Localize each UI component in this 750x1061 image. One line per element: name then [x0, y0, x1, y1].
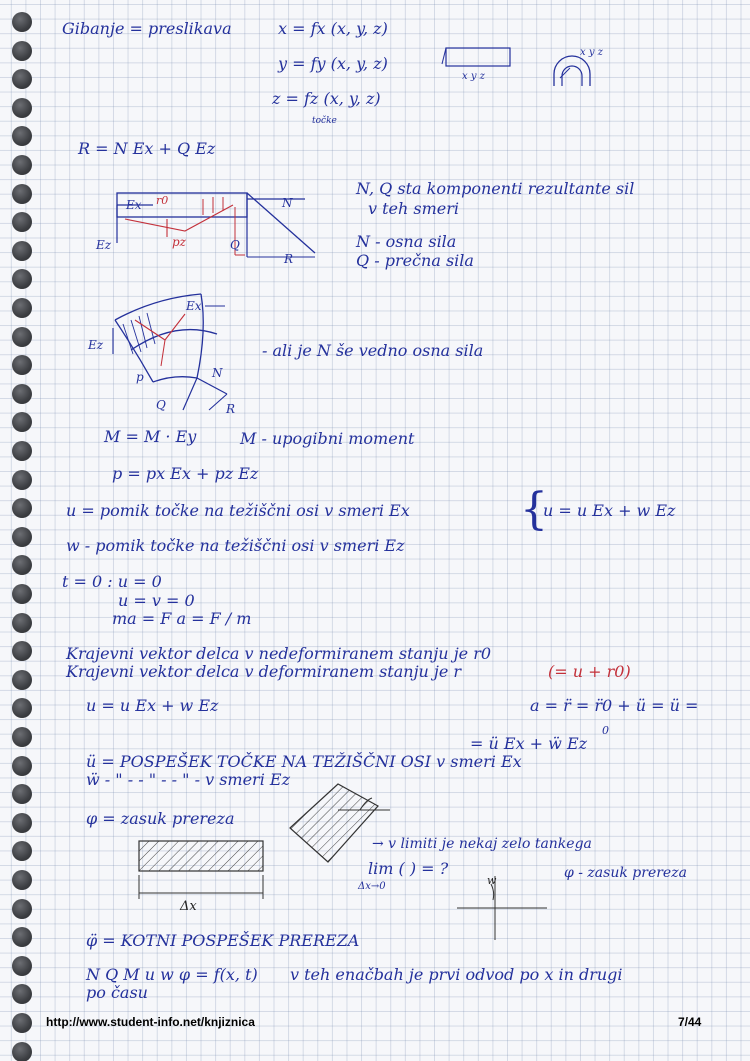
binding-hole [12, 498, 32, 518]
label-w-axis: w [487, 874, 497, 887]
binding-hole [12, 841, 32, 861]
def-Q: Q - prečna sila [356, 251, 474, 270]
cond-t0-b: u = v = 0 [118, 591, 195, 610]
binding-hole [12, 555, 32, 575]
binding-hole [12, 784, 32, 804]
def-phi-double-dot: φ̈ = KOTNI POSPEŠEK PREREZA [86, 931, 360, 950]
binding-hole [12, 698, 32, 718]
eq-u-vector: u = u Ex + w Ez [543, 501, 676, 520]
curved-beam-diagram [105, 290, 265, 415]
def-u: u = pomik točke na težiščni osi v smeri Ex [66, 501, 410, 520]
binding-hole [12, 670, 32, 690]
binding-hole [12, 641, 32, 661]
note-derivatives: v teh enačbah je prvi odvod po x in drugi [290, 965, 623, 984]
label-R-curved: R [226, 402, 236, 416]
binding-hole [12, 727, 32, 747]
binding-hole [12, 470, 32, 490]
binding-hole [12, 41, 32, 61]
def-w-double-dot: ẅ - " - - " - - " - v smeri Ez [86, 770, 291, 789]
eq-limit: lim ( ) = ? [368, 859, 449, 878]
eq-acceleration-zero: 0 [602, 724, 609, 737]
small-xyz-label-2: x y z [580, 47, 603, 58]
eq-fz-sub: točke [312, 116, 337, 126]
binding-hole [12, 155, 32, 175]
binding-hole [12, 412, 32, 432]
label-Ex: Ex [126, 198, 142, 212]
binding-hole [12, 12, 32, 32]
heading-gibanje: Gibanje = preslikava [62, 19, 232, 38]
note-time: po času [86, 983, 148, 1002]
binding-hole [12, 384, 32, 404]
note-krajevni-red: (= u + r0) [548, 662, 631, 681]
binding-hole [12, 584, 32, 604]
brace: { [520, 484, 548, 535]
def-u-double-dot: ü = POSPEŠEK TOČKE NA TEŽIŠČNI OSI v smeri Ex [86, 752, 522, 771]
small-xyz-label: x y z [462, 71, 485, 82]
eq-fy: y = fy (x, y, z) [278, 54, 388, 73]
note-N-still-axial: - ali je N še vedno osna sila [262, 341, 484, 360]
binding-hole [12, 355, 32, 375]
label-p-curved: p [136, 370, 144, 384]
label-N: N [282, 196, 293, 210]
binding-hole [12, 69, 32, 89]
spiral-binding-holes [12, 0, 36, 1061]
binding-hole [12, 756, 32, 776]
binding-hole [12, 870, 32, 890]
label-Ez: Ez [96, 238, 112, 252]
binding-hole [12, 1042, 32, 1061]
eq-fx: x = fx (x, y, z) [278, 19, 388, 38]
note-functions: N Q M u w φ = f(x, t) [86, 965, 258, 984]
label-Ez-curved: Ez [88, 338, 104, 352]
eq-fz: z = fz (x, y, z) [272, 89, 381, 108]
binding-hole [12, 613, 32, 633]
label-Q-curved: Q [156, 398, 166, 412]
binding-hole [12, 441, 32, 461]
rotated-hatched-block [280, 780, 400, 870]
eq-M: M = M · Ey [104, 427, 197, 446]
cond-t0-c: ma = F a = F / m [112, 609, 252, 628]
binding-hole [12, 984, 32, 1004]
binding-hole [12, 899, 32, 919]
note-NQ-2: v teh smeri [368, 199, 460, 218]
cond-t0: t = 0 : u = 0 [62, 572, 162, 591]
footer-url[interactable]: http://www.student-info.net/knjiznica [46, 1015, 255, 1029]
label-Q: Q [230, 238, 240, 252]
binding-hole [12, 98, 32, 118]
label-Ex-curved: Ex [186, 299, 202, 313]
binding-hole [12, 126, 32, 146]
note-limit: → v limiti je nekaj zelo tankega [372, 836, 592, 852]
binding-hole [12, 327, 32, 347]
label-pz: pz [172, 235, 187, 249]
binding-hole [12, 956, 32, 976]
def-phi: φ = zasuk prereza [86, 809, 235, 828]
eq-R: R = N Ex + Q Ez [78, 139, 216, 158]
axes-sketch [455, 870, 555, 942]
note-krajevni-2: Krajevni vektor delca v deformiranem stanju je r [66, 662, 462, 681]
hatched-section [125, 835, 275, 915]
binding-hole [12, 527, 32, 547]
footer-page-number: 7/44 [678, 1015, 702, 1029]
binding-hole [12, 241, 32, 261]
binding-hole [12, 1013, 32, 1033]
label-dx: Δx [180, 899, 197, 914]
label-R: R [284, 252, 294, 266]
def-N: N - osna sila [356, 232, 457, 251]
binding-hole [12, 813, 32, 833]
eq-acceleration-2: = ü Ex + ẅ Ez [470, 734, 588, 753]
note-krajevni-1: Krajevni vektor delca v nedeformiranem stanju je r0 [66, 644, 492, 663]
eq-acceleration: a = r̈ = r̈0 + ü = ü = [530, 696, 699, 715]
binding-hole [12, 184, 32, 204]
def-w: w - pomik točke na težiščni osi v smeri Ez [66, 536, 405, 555]
label-r0: r0 [156, 194, 169, 207]
binding-hole [12, 269, 32, 289]
eq-u-vector-2: u = u Ex + w Ez [86, 696, 219, 715]
def-M: M - upogibni moment [240, 429, 415, 448]
note-phi-zasuk: φ - zasuk prereza [564, 865, 687, 881]
label-N-curved: N [212, 366, 223, 380]
binding-hole [12, 212, 32, 232]
eq-limit-sub: Δx→0 [358, 881, 386, 892]
eq-p: p = px Ex + pz Ez [112, 464, 259, 483]
note-NQ-1: N, Q sta komponenti rezultante sil [356, 179, 635, 198]
binding-hole [12, 298, 32, 318]
binding-hole [12, 927, 32, 947]
